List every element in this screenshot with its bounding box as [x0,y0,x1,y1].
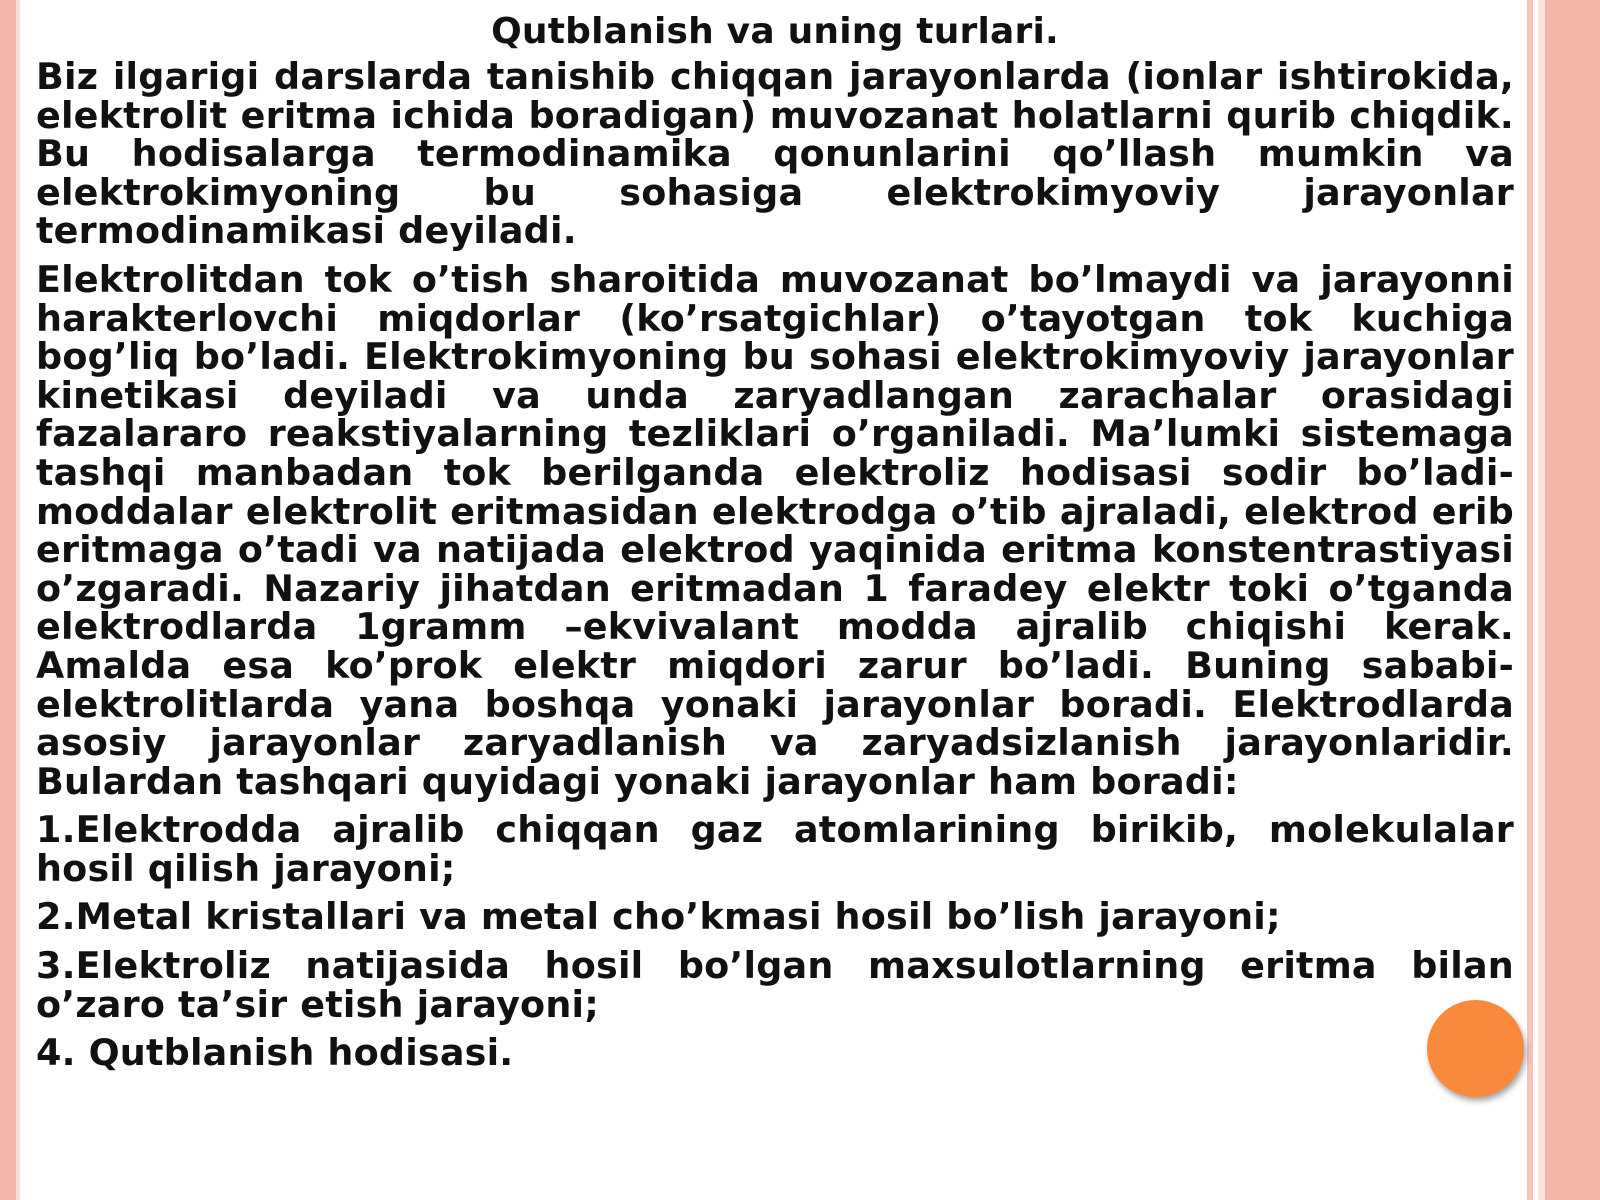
right-decorative-stripe [1527,0,1533,1200]
left-decorative-band-inner [16,0,20,1200]
slide-content [36,8,1514,1083]
left-decorative-band [0,0,16,1200]
right-decorative-stripe-light [1538,0,1545,1200]
paragraph-thermodynamics: Biz ilgarigi darslarda tanishib chiqqan jarayonlarda (ionlar ishtirokida, elektrolit eritma ichida boradigan) muvozanat holatlarni qurib chiqdik. Bu hodisalarga termodinamika qonunlarini qo’llash mumkin va elektrokimyoning bu sohasiga elektrokimyoviy jarayonlar termodinamikasi deyiladi. [36,55,1514,253]
slide-title: Qutblanish va uning turlari. [491,11,1059,52]
list-item-1: 1.Elektrodda ajralib chiqqan gaz atomlarining birikib, molekulalar hosil qilish jarayoni; [36,808,1514,890]
right-decorative-band [1545,0,1600,1200]
list-item-4: 4. Qutblanish hodisasi. [36,1031,514,1075]
list-item-2: 2.Metal kristallari va metal cho’kmasi hosil bo’lish jarayoni; [36,895,1281,939]
orange-circle-decoration [1427,1000,1524,1097]
list-item-3: 3.Elektroliz natijasida hosil bo’lgan maxsulotlarning eritma bilan o’zaro ta’sir etish jarayoni; [36,944,1514,1026]
paragraph-kinetics: Elektrolitdan tok o’tish sharoitida muvozanat bo’lmaydi va jarayonni harakterlovchi miqdorlar (ko’rsatgichlar) o’tayotgan tok kuchiga bog’liq bo’ladi. Elektrokimyoning bu sohasi elektrokimyoviy jarayonlar kinetikasi deyiladi va unda zaryadlangan zarachalar orasidagi fazalararo reakstiyalarning tezliklari o’rganiladi. Ma’lumki sistemaga tashqi manbadan tok berilganda elektroliz hodisasi sodir bo’ladi-moddalar elektrolit eritmasidan elektrodga o’tib ajraladi, elektrod erib eritmaga o’tadi va natijada elektrod yaqinida eritma konstentrastiyasi o’zgaradi. Nazariy jihatdan eritmadan 1 faradey elektr toki o’tganda elektrodlarda 1gramm –ekvivalant modda ajralib chiqishi kerak. Amalda esa ko’prok elektr miqdori zarur bo’ladi. Buning sababi-elektrolitlarda yana boshqa yonaki jarayonlar boradi. Elektrodlarda asosiy jarayonlar zaryadlanish va zaryadsizlanish jarayonlaridir. Bulardan tashqari quyidagi yonaki jarayonlar ham boradi: [36,257,1514,803]
